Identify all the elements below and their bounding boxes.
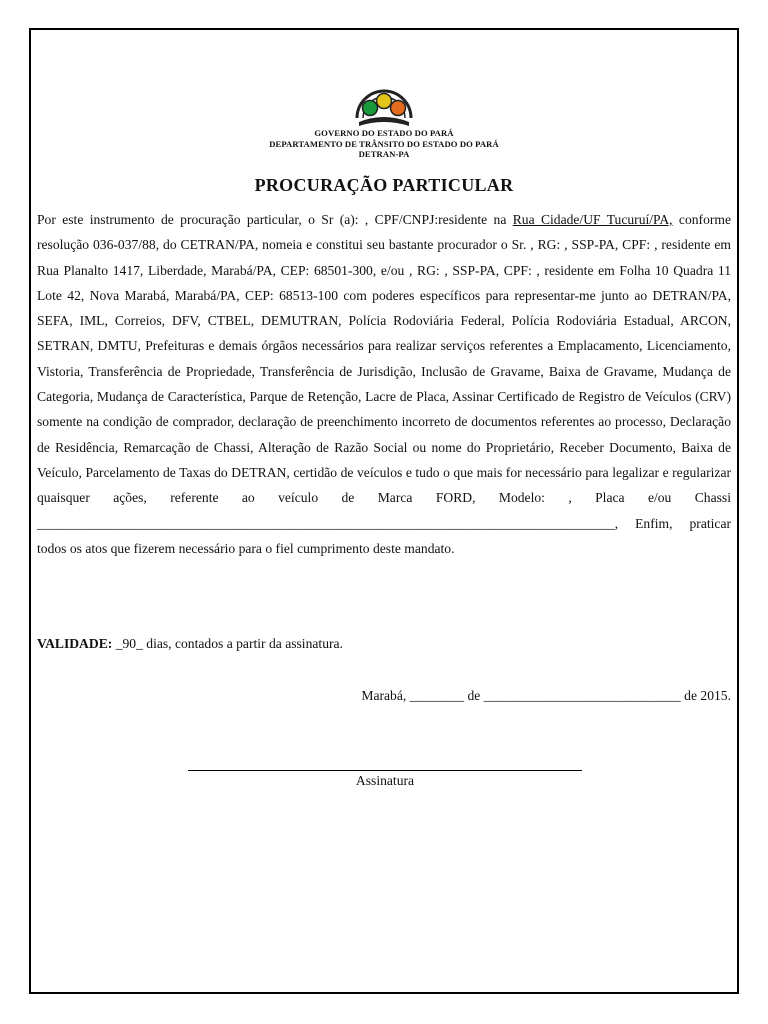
document-title: PROCURAÇÃO PARTICULAR — [254, 175, 514, 195]
chassi-blank: _____________________________________________________________________________________ — [37, 515, 615, 531]
header-line-3: DETRAN-PA — [358, 149, 410, 159]
header-line-1: GOVERNO DO ESTADO DO PARÁ — [314, 128, 454, 138]
body-intro: Por este instrumento de procuração particular, o Sr (a): , CPF/CNPJ:residente na — [37, 212, 513, 227]
logo-left-circle — [363, 101, 378, 116]
body-main: conforme resolução 036-037/88, do CETRAN/PA, nomeia e constitui seu bastante procurador o Sr. , RG: , SSP-PA, CPF: , residente em Rua Planalto 1417, Liberdade, Marabá/PA, CEP: 68501-300, e/ou , RG: , SSP-PA, CPF: , residente em Folha 10 Quadra 11 Lote 42, Nova Marabá, Marabá/PA, CEP: 68513-100 com poderes específicos para representar-me junto ao DETRAN/PA, SEFA, IML, Correios, DFV, CTBEL, DEMUTRAN, Polícia Rodoviária Federal, Polícia Rodoviária Estadual, ARCON, SETRAN, DMTU, Prefeituras e demais órgãos necessários para realizar serviços referentes a Emplacamento, Licenciamento, Vistoria, Transferência de Propriedade, Transferência de Jurisdição, Inclusão de Gravame, Baixa de Gravame, Mudança de Categoria, Mudança de Característica, Parque de Retenção, Lacre de Placa, Assinar Certificado de Registro de Veículos (CRV) somente na condição de comprador, declaração de preenchimento incorreto de documentos referentes ao processo, Declaração de Residência, Remarcação de Chassi, Alteração de Razão Social ou nome do Proprietário, Receber Documento, Baixa de Veículo, Parcelamento de Taxas do DETRAN, certidão de veículos e tudo o que mais for necessário para legalizar e regularizar quaisquer ações, referente ao veículo de Marca FORD, Modelo: , Placa e/ou Chassi — [37, 212, 732, 506]
header-line-2: DEPARTAMENTO DE TRÂNSITO DO ESTADO DO PARÁ — [269, 138, 499, 149]
logo-base — [359, 117, 409, 126]
body-closing: , Enfim, praticar todos os atos que fizerem necessário para o fiel cumprimento deste mandato. — [37, 515, 731, 556]
grantor-address: Rua Cidade/UF Tucuruí/PA, — [512, 212, 673, 227]
validity-value: _90_ dias, contados a partir da assinatura. — [112, 636, 343, 651]
power-of-attorney-body — [37, 207, 731, 561]
signature-label: Assinatura — [355, 773, 415, 788]
detran-pa-logo — [353, 78, 415, 130]
validity-line — [37, 636, 343, 652]
place-date-line: Marabá, ________ de _____________________________ de 2015. — [361, 688, 731, 703]
logo-center-circle — [377, 94, 392, 109]
validity-label: VALIDADE: — [37, 636, 113, 651]
government-header — [0, 128, 768, 160]
logo-right-circle — [391, 101, 406, 116]
signature-line — [188, 770, 582, 771]
